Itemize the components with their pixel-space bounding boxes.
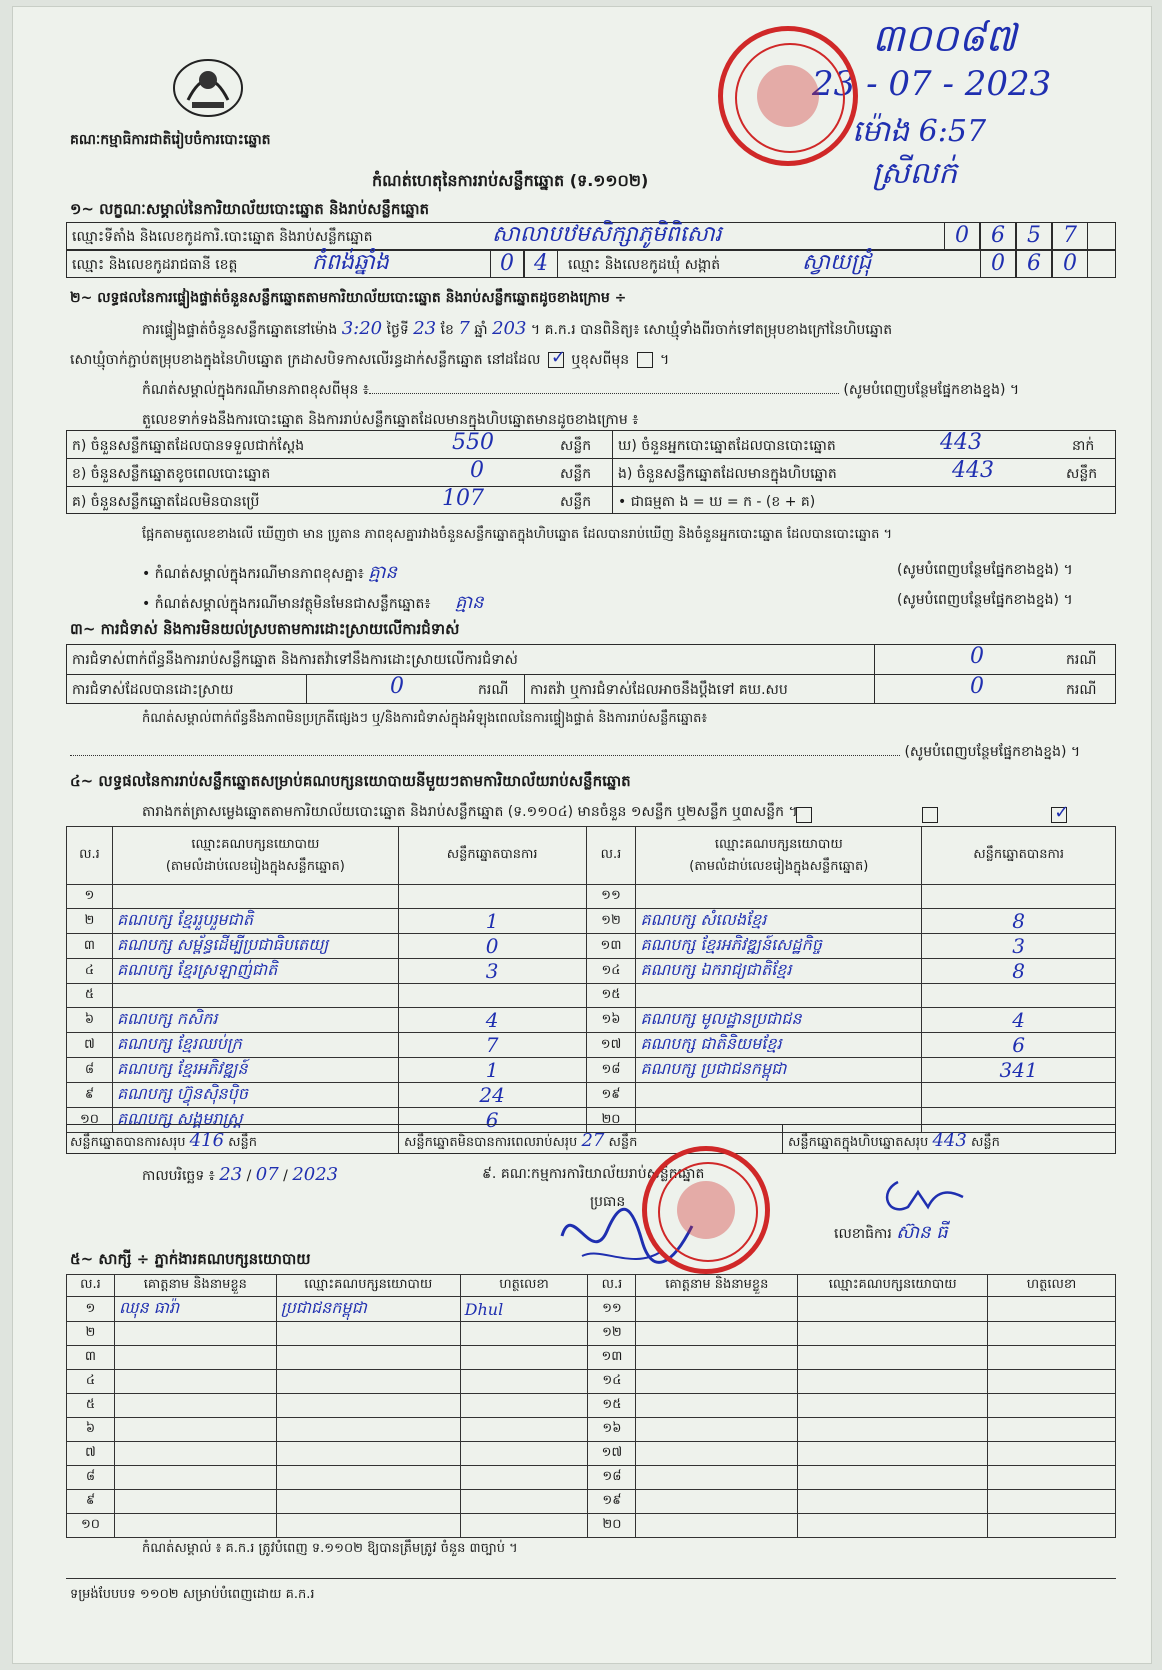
province-label: ឈ្មោះ និងលេខកូដរាជធានី ខេត្ត xyxy=(72,257,238,273)
results-no-left: ៦ xyxy=(67,1008,113,1033)
total-valid: សន្លឹកឆ្នោតបានការសរុប 416 សន្លឹក xyxy=(70,1130,258,1151)
witness-sign-left xyxy=(460,1346,588,1370)
results-party-right xyxy=(636,885,922,909)
witness-name-left: ឈុន ធារ៉ា xyxy=(114,1297,276,1322)
witness-col-party-right: ឈ្មោះគណបក្សនយោបាយ xyxy=(798,1275,988,1297)
objection-note: កំណត់សម្គាល់ពាក់ព័ន្ធនឹងភាពមិនប្រក្រតីផ្សេងៗ ឬ/និងការជំទាស់ក្នុងអំឡុងពេលនៃការផ្ទៀងផ្ទាត់ និងការរាប់សន្លឹកឆ្នោត៖ xyxy=(142,711,708,726)
location-code-2: 5 xyxy=(1016,222,1052,250)
section3-heading: ៣~ ការជំទាស់ និងការមិនយល់ស្របតាមការដោះស្រាយលើការជំទាស់ xyxy=(70,620,460,638)
results-col-party-right: ឈ្មោះគណបក្សនយោបាយ (តាមលំដាប់លេខរៀងក្នុងសន្លឹកឆ្នោត) xyxy=(636,827,922,885)
results-votes-right xyxy=(922,984,1116,1008)
results-row xyxy=(67,959,1116,984)
results-party-left: គណបក្ស ខ្មែរស្រឡាញ់ជាតិ xyxy=(112,959,398,984)
results-votes-right: 3 xyxy=(922,934,1116,959)
witness-col-no-right: ល.រ xyxy=(588,1275,636,1297)
witness-sign-right xyxy=(988,1418,1116,1442)
results-no-left: ៥ xyxy=(67,984,113,1008)
witness-name-right xyxy=(636,1297,798,1322)
witness-no-right: ១៤ xyxy=(588,1370,636,1394)
results-row xyxy=(67,1083,1116,1108)
witness-no-right: ១៧ xyxy=(588,1442,636,1466)
commune-code-0: 0 xyxy=(980,250,1016,278)
results-no-right: ១៨ xyxy=(586,1058,636,1083)
witness-party-right xyxy=(798,1322,988,1346)
witness-name-left xyxy=(114,1418,276,1442)
witness-no-left: ៤ xyxy=(67,1370,115,1394)
results-no-left: ២ xyxy=(67,909,113,934)
witness-sign-left xyxy=(460,1394,588,1418)
section2-heading: ២~ លទ្ធផលនៃការផ្ទៀងផ្ទាត់ចំនួនសន្លឹកឆ្នោតតាមការិយាល័យបោះឆ្នោត និងរាប់សន្លឹកឆ្នោតដូចខាងក្រោម ÷ xyxy=(70,290,627,306)
results-party-left: គណបក្ស ហ៊្វុនស៊ិនប៉ិច xyxy=(112,1083,398,1108)
results-votes-left: 4 xyxy=(398,1008,586,1033)
witness-party-left xyxy=(276,1442,460,1466)
witness-name-left xyxy=(114,1370,276,1394)
chair-label: ប្រធាន xyxy=(590,1194,626,1210)
results-votes-right: 4 xyxy=(922,1008,1116,1033)
objection-vline-3 xyxy=(524,674,525,704)
witness-name-left xyxy=(114,1442,276,1466)
results-no-left: ៩ xyxy=(67,1083,113,1108)
results-votes-left xyxy=(398,885,586,909)
witness-table xyxy=(66,1274,1116,1538)
handwritten-date: 23 - 07 - 2023 xyxy=(812,64,1052,104)
witness-sign-left xyxy=(460,1322,588,1346)
witness-party-left xyxy=(276,1466,460,1490)
province-value: កំពង់ឆ្នាំង xyxy=(312,250,389,275)
witness-no-right: ១៣ xyxy=(588,1346,636,1370)
different-checkbox xyxy=(637,352,653,368)
objection-row2b-unit: ករណី xyxy=(1066,682,1097,698)
totals-vline-2 xyxy=(782,1124,783,1154)
figure-a-value: 550 xyxy=(452,430,494,455)
results-party-right: គណបក្ស ប្រជាជនកម្ពុជា xyxy=(636,1058,922,1083)
results-row xyxy=(67,1008,1116,1033)
results-no-left: ១០ xyxy=(67,1108,113,1133)
section1-heading: ១~ លក្ខណៈសម្គាល់នៃការិយាល័យបោះឆ្នោត និងរាប់សន្លឹកឆ្នោត xyxy=(70,200,430,218)
results-votes-left: 6 xyxy=(398,1108,586,1133)
witness-party-right xyxy=(798,1466,988,1490)
objection-row1-value: 0 xyxy=(970,644,984,669)
witness-party-left xyxy=(276,1514,460,1538)
witness-sign-right xyxy=(988,1490,1116,1514)
results-row xyxy=(67,909,1116,934)
figure-c-label: គ) ចំនួនសន្លឹកឆ្នោតដែលមិនបានប្រើ xyxy=(72,494,260,510)
witness-name-right xyxy=(636,1370,798,1394)
results-party-left: គណបក្ស ខ្មែររួបរួមជាតិ xyxy=(112,909,398,934)
results-col-votes-left: សន្លឹកឆ្នោតបានការ xyxy=(398,827,586,885)
witness-no-left: ១០ xyxy=(67,1514,115,1538)
witness-no-left: ៨ xyxy=(67,1466,115,1490)
results-no-right: ១៧ xyxy=(586,1033,636,1058)
witness-name-left xyxy=(114,1394,276,1418)
location-code-1: 6 xyxy=(980,222,1016,250)
witness-col-sign-left: ហត្ថលេខា xyxy=(460,1275,588,1297)
witness-col-name-left: គោត្តនាម និងនាមខ្លួន xyxy=(114,1275,276,1297)
witness-row xyxy=(67,1442,1116,1466)
witness-row xyxy=(67,1418,1116,1442)
results-party-right: គណបក្ស សំលេងខ្មែរ xyxy=(636,909,922,934)
form-title: កំណត់ហេតុនៃការរាប់សន្លឹកឆ្នោត (ទ.១១០២) xyxy=(372,171,649,190)
witness-party-right xyxy=(798,1490,988,1514)
verify-line2: សោឃ្មុំចាក់ភ្ជាប់តម្រុបខាងក្នុងនៃហិបឆ្នោត ក្រដាសបិទកាសលើរន្ធដាក់សន្លឹកឆ្នោត នៅដដែល ✓ ឬខុសពីមុន ។ xyxy=(70,347,670,368)
results-votes-right: 341 xyxy=(922,1058,1116,1083)
witness-row xyxy=(67,1466,1116,1490)
totals-vline-1 xyxy=(398,1124,399,1154)
results-no-right: ១៩ xyxy=(586,1083,636,1108)
witness-sign-left xyxy=(460,1490,588,1514)
results-party-right: គណបក្ស ឯករាជ្យជាតិខ្មែរ xyxy=(636,959,922,984)
witness-no-right: ១៥ xyxy=(588,1394,636,1418)
figure-a-unit: សន្លឹក xyxy=(560,438,592,454)
official-stamp-top xyxy=(718,26,858,166)
diff-note: កំណត់សម្គាល់ក្នុងករណីមានភាពខុសពីមុន ៖ (សូមបំពេញបន្ថែមផ្នែកខាងខ្នង) ។ xyxy=(142,382,1020,398)
witness-party-right xyxy=(798,1370,988,1394)
witness-name-right xyxy=(636,1418,798,1442)
results-party-left: គណបក្ស សម្ព័ន្ធដើម្បីប្រជាធិបតេយ្យ xyxy=(112,934,398,959)
results-party-left: គណបក្ស សង្គមរាស្ត្រ xyxy=(112,1108,398,1133)
location-code-0: 0 xyxy=(944,222,980,250)
witness-name-right xyxy=(636,1322,798,1346)
objection-hline xyxy=(66,674,1116,675)
official-stamp-bottom xyxy=(642,1146,770,1274)
witness-name-left xyxy=(114,1490,276,1514)
results-votes-right: 8 xyxy=(922,909,1116,934)
results-no-right: ១៣ xyxy=(586,934,636,959)
handwritten-name: ស្រីលក់ xyxy=(872,156,958,191)
section4-sub: តារាងកត់ត្រាសម្លេងឆ្នោតតាមការិយាល័យបោះឆ្នោត និងរាប់សន្លឹកឆ្នោត (ទ.១១០៤) មានចំនួន ១សន្លឹក ឬ២សន្លឹក ឬ៣សន្លឹក ។ xyxy=(142,804,798,820)
results-row xyxy=(67,934,1116,959)
results-row xyxy=(67,1058,1116,1083)
witness-sign-right xyxy=(988,1514,1116,1538)
witness-name-left xyxy=(114,1322,276,1346)
diff-note-line: • កំណត់សម្គាល់ក្នុងករណីមានភាពខុសគ្នា៖ គ្មាន xyxy=(142,562,397,583)
object-fill-back: (សូមបំពេញបន្ថែមផ្នែកខាងខ្នង) ។ xyxy=(897,592,1073,608)
witness-sign-left xyxy=(460,1514,588,1538)
results-votes-left: 1 xyxy=(398,1058,586,1083)
results-row xyxy=(67,885,1116,909)
results-votes-right: 8 xyxy=(922,959,1116,984)
total-invalid: សន្លឹកឆ្នោតមិនបានការពេលរាប់សរុប 27 សន្លឹក xyxy=(404,1130,638,1151)
results-party-left: គណបក្ស ខ្មែរអភិវឌ្ឍន៍ xyxy=(112,1058,398,1083)
results-votes-right xyxy=(922,885,1116,909)
figure-e-value: 443 xyxy=(952,458,994,483)
results-party-left xyxy=(112,984,398,1008)
results-col-votes-right: សន្លឹកឆ្នោតបានការ xyxy=(922,827,1116,885)
results-col-no-right: ល.រ xyxy=(586,827,636,885)
witness-sign-right xyxy=(988,1346,1116,1370)
figures-hline-2 xyxy=(66,486,1116,487)
results-no-right: ១៥ xyxy=(586,984,636,1008)
results-col-party-left: ឈ្មោះគណបក្សនយោបាយ (តាមលំដាប់លេខរៀងក្នុងសន្លឹកឆ្នោត) xyxy=(112,827,398,885)
location-code-3: 7 xyxy=(1052,222,1088,250)
handwritten-code: ៣០០៨៧ xyxy=(872,16,1017,60)
results-row xyxy=(67,984,1116,1008)
section4-heading: ៤~ លទ្ធផលនៃការរាប់សន្លឹកឆ្នោតសម្រាប់គណបក្សនយោបាយនីមួយៗតាមការិយាល័យរាប់សន្លឹកឆ្នោត xyxy=(70,772,631,790)
witness-party-left xyxy=(276,1370,460,1394)
witness-sign-left xyxy=(460,1442,588,1466)
figure-formula: • ជាធម្មតា ង = ឃ = ក - (ខ + គ) xyxy=(618,494,816,510)
objection-row1-unit: ករណី xyxy=(1066,652,1097,668)
results-table xyxy=(66,826,1116,1133)
results-party-right: គណបក្ស មូលដ្ឋានប្រជាជន xyxy=(636,1008,922,1033)
witness-party-right xyxy=(798,1346,988,1370)
witness-row xyxy=(67,1322,1116,1346)
objection-row2b-label: ការតវ៉ា ឬការជំទាស់ដែលអាចនឹងប្តឹងទៅ គឃ.សប xyxy=(530,682,788,698)
results-no-left: ៣ xyxy=(67,934,113,959)
witness-col-sign-right: ហត្ថលេខា xyxy=(988,1275,1116,1297)
object-note-line: • កំណត់សម្គាល់ក្នុងករណីមានវត្ថុមិនមែនជាសន្លឹកឆ្នោត៖ គ្មាន xyxy=(142,592,484,613)
figure-b-label: ខ) ចំនួនសន្លឹកឆ្នោតខូចពេលបោះឆ្នោត xyxy=(72,466,271,482)
witness-no-left: ១ xyxy=(67,1297,115,1322)
objection-row2b-value: 0 xyxy=(970,674,984,699)
figure-c-unit: សន្លឹក xyxy=(560,494,592,510)
witness-party-left xyxy=(276,1418,460,1442)
witness-no-left: ៦ xyxy=(67,1418,115,1442)
witness-sign-right xyxy=(988,1442,1116,1466)
results-votes-left: 7 xyxy=(398,1033,586,1058)
figure-e-unit: សន្លឹក xyxy=(1066,466,1098,482)
results-votes-left: 3 xyxy=(398,959,586,984)
emblem-logo xyxy=(168,50,248,122)
witness-col-name-right: គោត្តនាម និងនាមខ្លួន xyxy=(636,1275,798,1297)
witness-sign-left xyxy=(460,1370,588,1394)
objection-row2-unit: ករណី xyxy=(478,682,509,698)
province-code-1: 4 xyxy=(524,250,558,278)
figure-e-label: ង) ចំនួនសន្លឹកឆ្នោតដែលមានក្នុងហិបឆ្នោត xyxy=(618,466,837,482)
witness-sign-right xyxy=(988,1394,1116,1418)
witness-col-party-left: ឈ្មោះគណបក្សនយោបាយ xyxy=(276,1275,460,1297)
witness-no-right: ២០ xyxy=(588,1514,636,1538)
figure-d-value: 443 xyxy=(940,430,982,455)
witness-row xyxy=(67,1346,1116,1370)
results-party-right: គណបក្ស ជាតិនិយមខ្មែរ xyxy=(636,1033,922,1058)
witness-row xyxy=(67,1297,1116,1322)
footer-divider xyxy=(66,1578,1116,1579)
witness-party-right xyxy=(798,1514,988,1538)
figure-a-label: ក) ចំនួនសន្លឹកឆ្នោតដែលបានទទួលជាក់ស្តែង xyxy=(72,438,305,454)
results-votes-right: 6 xyxy=(922,1033,1116,1058)
figure-c-value: 107 xyxy=(442,486,484,511)
witness-no-right: ១៩ xyxy=(588,1490,636,1514)
results-votes-left: 0 xyxy=(398,934,586,959)
witness-name-left xyxy=(114,1346,276,1370)
figure-d-unit: នាក់ xyxy=(1072,438,1095,454)
witness-name-left xyxy=(114,1514,276,1538)
objection-note-line: (សូមបំពេញបន្ថែមផ្នែកខាងខ្នង) ។ xyxy=(70,742,1080,763)
commune-label: ឈ្មោះ និងលេខកូដឃុំ សង្កាត់ xyxy=(568,257,721,273)
witness-party-left xyxy=(276,1322,460,1346)
witness-party-left xyxy=(276,1490,460,1514)
witness-name-right xyxy=(636,1514,798,1538)
witness-party-right xyxy=(798,1394,988,1418)
commune-value: ស្វាយជ្រុំ xyxy=(802,250,872,275)
results-no-right: ២០ xyxy=(586,1108,636,1133)
witness-no-right: ១១ xyxy=(588,1297,636,1322)
results-votes-left: 1 xyxy=(398,909,586,934)
witness-party-left xyxy=(276,1346,460,1370)
footer-form-label: ទម្រង់បែបបទ ១១០២ សម្រាប់បំពេញដោយ គ.ក.រ xyxy=(70,1587,315,1602)
form-sheet xyxy=(12,6,1152,1664)
sheets-1-checkbox xyxy=(796,807,812,823)
objection-vline-2 xyxy=(306,674,307,704)
total-box: សន្លឹកឆ្នោតក្នុងហិបឆ្នោតសរុប 443 សន្លឹក xyxy=(788,1130,1000,1151)
objection-vline-1 xyxy=(874,644,875,704)
same-checkbox: ✓ xyxy=(548,352,564,368)
commune-code-1: 6 xyxy=(1016,250,1052,278)
results-votes-left: 24 xyxy=(398,1083,586,1108)
witness-sign-right xyxy=(988,1370,1116,1394)
witness-party-right xyxy=(798,1297,988,1322)
witness-sign-right xyxy=(988,1322,1116,1346)
commune-code-2: 0 xyxy=(1052,250,1088,278)
witness-sign-left: Dhul xyxy=(460,1297,588,1322)
results-no-right: ១៦ xyxy=(586,1008,636,1033)
witness-row xyxy=(67,1370,1116,1394)
objection-row2-value: 0 xyxy=(390,674,404,699)
witness-no-left: ៧ xyxy=(67,1442,115,1466)
figures-divider xyxy=(612,430,613,514)
results-party-right: គណបក្ស ខ្មែរអភិវឌ្ឍន៍សេដ្ឋកិច្ច xyxy=(636,934,922,959)
results-no-left: ៧ xyxy=(67,1033,113,1058)
results-no-left: ៨ xyxy=(67,1058,113,1083)
results-party-left: គណបក្ស ខ្មែរឈប់ក្រ xyxy=(112,1033,398,1058)
witness-name-right xyxy=(636,1490,798,1514)
location-label: ឈ្មោះទីតាំង និងលេខកូដការិ.បោះឆ្នោត និងរាប់សន្លឹកឆ្នោត xyxy=(72,229,373,245)
objection-row1-label: ការជំទាស់ពាក់ព័ន្ធនឹងការរាប់សន្លឹកឆ្នោត និងការតវ៉ាទៅនឹងការដោះស្រាយលើការជំទាស់ xyxy=(72,652,518,668)
results-no-left: ១ xyxy=(67,885,113,909)
witness-sign-right xyxy=(988,1466,1116,1490)
section5-heading: ៥~ សាក្សី ÷ ភ្នាក់ងារគណបក្សនយោបាយ xyxy=(70,1250,311,1268)
secretary-line: លេខាធិការ ស៊ាន ធី xyxy=(834,1222,948,1243)
compare-line: ផ្អែកតាមតួលេខខាងលើ ឃើញថា មាន ប្រូតាន ភាពខុសគ្នារវាងចំនួនសន្លឹកឆ្នោតក្នុងហិបឆ្នោត ដែលបានរាប់ឃើញ និងចំនួនអ្នកបោះឆ្នោត ដែលបានបោះឆ្នោត ។ xyxy=(142,527,893,542)
witness-col-no-left: ល.រ xyxy=(67,1275,115,1297)
results-no-right: ១១ xyxy=(586,885,636,909)
witness-no-left: ៩ xyxy=(67,1490,115,1514)
handwritten-time: ម៉ោង 6:57 xyxy=(852,114,987,149)
witness-sign-right xyxy=(988,1297,1116,1322)
witness-party-right xyxy=(798,1418,988,1442)
results-no-right: ១៤ xyxy=(586,959,636,984)
province-code-0: 0 xyxy=(490,250,524,278)
verify-line1: ការផ្ទៀងផ្ទាត់ចំនួនសន្លឹកឆ្នោតនៅម៉ោង 3:20 ថ្ងៃទី 23 ខែ 7 ឆ្នាំ 203 ។ គ.ក.រ បានពិនិត្យ៖ សោឃ្មុំទាំងពីរចាក់ទៅតម្រុបខាងក្រៅនៃហិបឆ្នោត xyxy=(142,318,893,339)
witness-row xyxy=(67,1490,1116,1514)
secretary-signature xyxy=(878,1172,968,1222)
results-no-right: ១២ xyxy=(586,909,636,934)
witness-name-right xyxy=(636,1346,798,1370)
witness-no-left: ៣ xyxy=(67,1346,115,1370)
witness-sign-left xyxy=(460,1466,588,1490)
witness-sign-left xyxy=(460,1418,588,1442)
witness-row xyxy=(67,1394,1116,1418)
results-col-no-left: ល.រ xyxy=(67,827,113,885)
location-value: សាលាបឋមសិក្សាភូមិពិសោរ xyxy=(492,222,722,247)
footer-note: កំណត់សម្គាល់ ៖ គ.ក.រ ត្រូវបំពេញ ទ.១១០២ ឱ្យបានត្រឹមត្រូវ ចំនួន ៣ច្បាប់ ។ xyxy=(142,1541,518,1556)
objection-row2-label: ការជំទាស់ដែលបានដោះស្រាយ xyxy=(72,682,234,698)
witness-party-left xyxy=(276,1394,460,1418)
results-party-left xyxy=(112,885,398,909)
witness-no-left: ៥ xyxy=(67,1394,115,1418)
results-no-left: ៤ xyxy=(67,959,113,984)
witness-name-left xyxy=(114,1466,276,1490)
witness-party-left: ប្រជាជនកម្ពុជា xyxy=(276,1297,460,1322)
witness-no-right: ១៨ xyxy=(588,1466,636,1490)
sheets-3-checkbox: ✓ xyxy=(1051,807,1067,823)
results-row xyxy=(67,1033,1116,1058)
committee-label: គណៈកម្មាធិការជាតិរៀបចំការបោះឆ្នោត xyxy=(70,132,271,148)
figures-intro: តួលេខទាក់ទងនឹងការបោះឆ្នោត និងការរាប់សន្លឹកឆ្នោតដែលមានក្នុងហិបឆ្នោតមានដូចខាងក្រោម ៖ xyxy=(142,412,639,428)
witness-no-right: ១៦ xyxy=(588,1418,636,1442)
witness-name-right xyxy=(636,1394,798,1418)
witness-name-right xyxy=(636,1442,798,1466)
witness-name-right xyxy=(636,1466,798,1490)
figure-b-value: 0 xyxy=(470,458,484,483)
results-party-right xyxy=(636,984,922,1008)
witness-no-left: ២ xyxy=(67,1322,115,1346)
figure-d-label: ឃ) ចំនួនអ្នកបោះឆ្នោតដែលបានបោះឆ្នោត xyxy=(618,438,836,454)
witness-party-right xyxy=(798,1442,988,1466)
result-committee: ៩. គណៈកម្មការការិយាល័យរាប់សន្លឹកឆ្នោត xyxy=(482,1166,705,1182)
results-votes-right xyxy=(922,1083,1116,1108)
results-party-left: គណបក្ស កសិករ xyxy=(112,1008,398,1033)
figure-b-unit: សន្លឹក xyxy=(560,466,592,482)
results-party-right xyxy=(636,1083,922,1108)
result-date: កាលបរិច្ឆេទ ៖ 23 / 07 / 2023 xyxy=(142,1164,339,1185)
witness-row xyxy=(67,1514,1116,1538)
sheets-2-checkbox xyxy=(922,807,938,823)
diff-fill-back: (សូមបំពេញបន្ថែមផ្នែកខាងខ្នង) ។ xyxy=(897,562,1073,578)
witness-no-right: ១២ xyxy=(588,1322,636,1346)
results-votes-left xyxy=(398,984,586,1008)
